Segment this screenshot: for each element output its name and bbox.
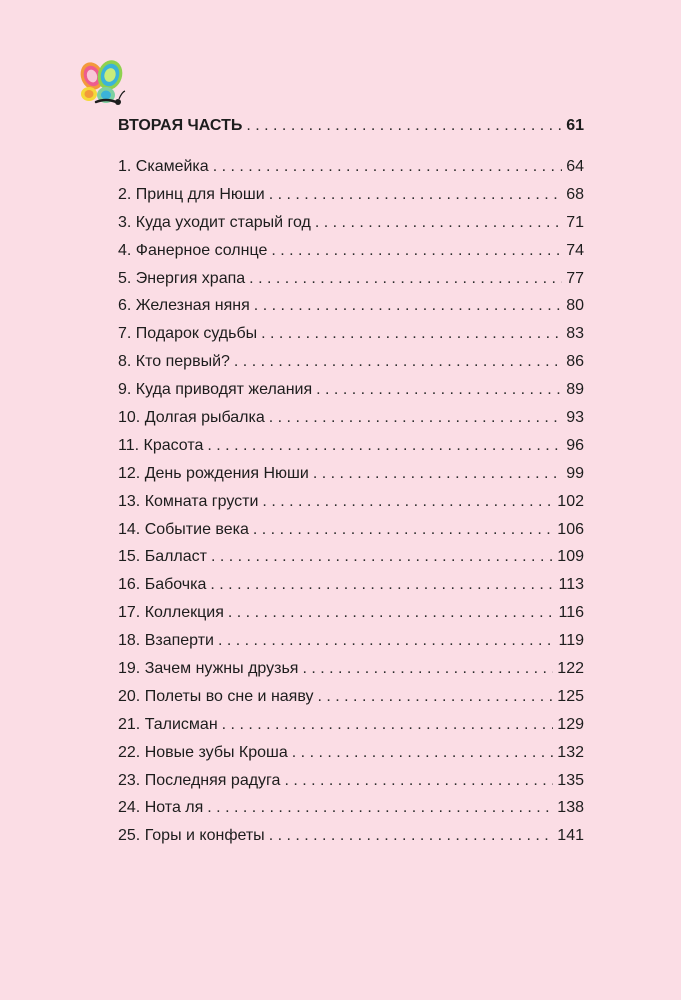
dot-leader [254, 296, 562, 316]
toc-entry [118, 408, 584, 436]
chapter-page-number: 74 [566, 241, 584, 259]
dot-leader [261, 324, 562, 344]
toc-entry [118, 492, 584, 520]
dot-leader [234, 352, 562, 372]
chapter-title: 22. Новые зубы Кроша [118, 743, 288, 761]
dot-leader [317, 687, 553, 707]
dot-leader [207, 436, 562, 456]
toc-entry [118, 687, 584, 715]
dot-leader [313, 464, 562, 484]
chapter-title: 2. Принц для Нюши [118, 185, 265, 203]
chapter-title: 1. Скамейка [118, 158, 209, 175]
chapter-title: 5. Энергия храпа [118, 269, 246, 287]
chapter-title: 20. Полеты во сне и наяву [118, 687, 314, 705]
toc-entry [118, 464, 584, 492]
chapter-page-number: 89 [566, 381, 584, 399]
dot-leader [315, 213, 562, 233]
dot-leader [269, 185, 563, 205]
dot-leader [210, 575, 554, 595]
chapter-title: 21. Талисман [118, 715, 218, 733]
chapter-title: 17. Коллекция [118, 604, 224, 622]
chapter-page-number: 83 [566, 325, 584, 343]
toc-part-heading [118, 116, 584, 140]
dot-leader [302, 659, 553, 679]
toc-entry [118, 380, 584, 408]
chapter-page-number: 71 [566, 213, 584, 231]
toc-entry [118, 603, 584, 631]
toc-entry [118, 185, 584, 213]
chapter-title: 8. Кто первый? [118, 353, 230, 371]
toc-entry [118, 826, 584, 854]
chapter-page-number: 113 [558, 576, 584, 594]
toc-entry [118, 296, 584, 324]
chapter-title: 19. Зачем нужны друзья [118, 660, 299, 678]
chapter-title: 18. Взаперти [118, 632, 214, 650]
toc-entry [118, 715, 584, 743]
chapter-title: 13. Комната грусти [118, 492, 259, 510]
chapter-page-number: 129 [557, 715, 584, 733]
dot-leader [269, 826, 554, 846]
dot-leader [269, 408, 562, 428]
chapter-page-number: 138 [557, 799, 584, 817]
chapter-title: 12. День рождения Нюши [118, 464, 309, 482]
toc-entry [118, 157, 584, 185]
dot-leader [211, 547, 553, 567]
chapter-page-number: 96 [566, 436, 584, 454]
chapter-page-number: 125 [557, 687, 584, 705]
dot-leader [228, 603, 555, 623]
chapter-title: 4. Фанерное солнце [118, 241, 268, 259]
chapter-title: 25. Горы и конфеты [118, 827, 265, 845]
chapter-page-number: 99 [566, 464, 584, 482]
chapter-page-number: 68 [566, 185, 584, 203]
chapter-page-number: 119 [558, 632, 584, 650]
chapter-page-number: 77 [566, 269, 584, 287]
chapter-page-number: 86 [566, 353, 584, 371]
chapter-title: 9. Куда приводят желания [118, 381, 313, 399]
dot-leader [222, 715, 554, 735]
table-of-contents [118, 116, 584, 854]
chapter-title: 7. Подарок судьбы [118, 325, 258, 343]
chapter-page-number: 80 [566, 297, 584, 315]
dot-leader [213, 157, 563, 177]
chapter-title: 10. Долгая рыбалка [118, 409, 265, 427]
chapter-title: 16. Бабочка [118, 576, 207, 594]
chapter-title: 24. Нота ля [118, 799, 204, 817]
chapter-page-number: 106 [557, 520, 584, 538]
dot-leader [271, 241, 562, 261]
chapter-page-number: 122 [557, 660, 584, 678]
toc-entry [118, 241, 584, 269]
chapter-title: 11. Красота [118, 436, 204, 454]
toc-entry [118, 352, 584, 380]
chapter-title: 14. Событие века [118, 520, 249, 538]
toc-entry [118, 213, 584, 241]
dot-leader [249, 269, 562, 289]
chapter-page-number: 116 [558, 604, 584, 622]
butterfly-icon [76, 58, 128, 110]
chapter-page-number: 135 [557, 771, 584, 789]
part-title: ВТОРАЯ ЧАСТЬ [118, 117, 243, 134]
chapter-page-number: 93 [566, 409, 584, 427]
toc-entry [118, 631, 584, 659]
part-page-number: 61 [566, 117, 584, 134]
dot-leader [284, 771, 553, 791]
dot-leader [246, 116, 562, 136]
toc-entry [118, 436, 584, 464]
dot-leader [316, 380, 562, 400]
chapter-list [118, 157, 584, 854]
chapter-title: 23. Последняя радуга [118, 771, 281, 789]
toc-entry [118, 575, 584, 603]
chapter-page-number: 132 [557, 743, 584, 761]
chapter-title: 6. Железная няня [118, 297, 250, 315]
dot-leader [218, 631, 555, 651]
toc-entry [118, 798, 584, 826]
toc-entry [118, 269, 584, 297]
toc-entry [118, 743, 584, 771]
chapter-page-number: 141 [557, 827, 584, 845]
chapter-page-number: 109 [557, 548, 584, 566]
toc-entry [118, 547, 584, 575]
toc-entry [118, 771, 584, 799]
toc-entry [118, 520, 584, 548]
toc-entry [118, 324, 584, 352]
toc-entry [118, 659, 584, 687]
chapter-title: 3. Куда уходит старый год [118, 213, 311, 231]
dot-leader [262, 492, 553, 512]
chapter-title: 15. Балласт [118, 548, 207, 566]
dot-leader [292, 743, 554, 763]
chapter-page-number: 102 [557, 492, 584, 510]
dot-leader [207, 798, 553, 818]
chapter-page-number: 64 [566, 158, 584, 175]
dot-leader [253, 520, 553, 540]
